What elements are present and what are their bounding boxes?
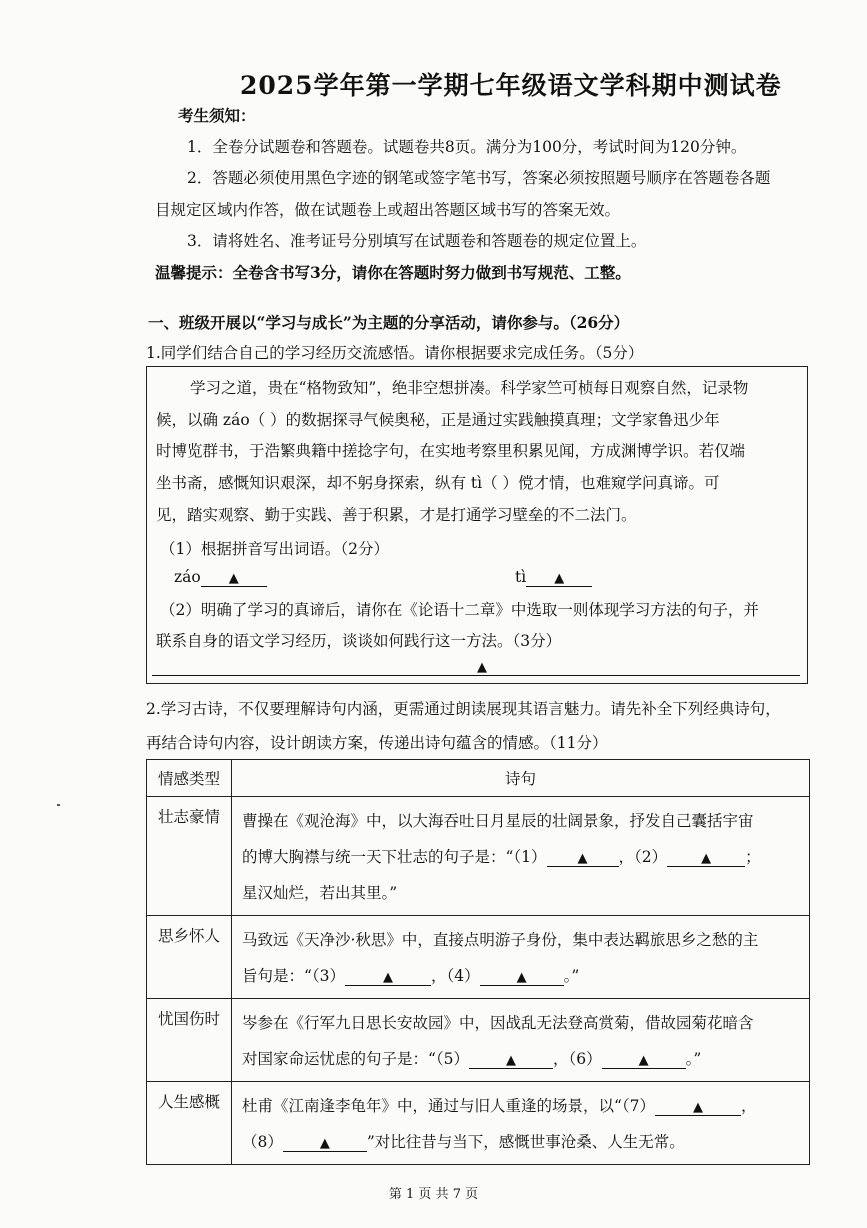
poem-text: 。” — [563, 967, 580, 985]
page-title: 2025学年第一学期七年级语文学科期中测试卷 — [240, 71, 782, 100]
triangle-marker-icon: ▲ — [383, 970, 394, 985]
table-row — [147, 916, 810, 999]
poem-text: 对国家命运忧虑的句子是：“（5） — [242, 1050, 470, 1068]
answer-blank-1[interactable] — [547, 850, 619, 867]
poem-text: 杜甫《江南逢李龟年》中，通过与旧人重逢的场景，以“（7） — [242, 1097, 656, 1115]
triangle-marker-icon: ▲ — [638, 1053, 649, 1068]
answer-blank-3[interactable] — [345, 969, 431, 986]
triangle-marker-icon: ▲ — [693, 1100, 704, 1115]
table-header-row — [147, 760, 810, 797]
poem-text: （8） — [242, 1133, 283, 1151]
pinyin-label-1: záo — [174, 568, 201, 586]
poem-text: ； — [745, 848, 761, 866]
answer-line-long[interactable] — [152, 675, 800, 676]
answer-blank-6[interactable] — [602, 1052, 686, 1069]
answer-blank-2[interactable] — [667, 850, 745, 867]
answer-blank-zao[interactable] — [201, 570, 267, 587]
header-emotion-type: 情感类型 — [147, 760, 232, 797]
emotion-type-cell: 人生感概 — [147, 1082, 232, 1165]
pinyin-answer-1 — [174, 568, 267, 587]
triangle-marker-icon: ▲ — [477, 660, 487, 675]
poem-text: 。” — [685, 1050, 702, 1068]
notice-item-3: 3．请将姓名、准考证号分别填写在试题卷和答题卷的规定位置上。 — [187, 232, 647, 250]
triangle-marker-icon: ▲ — [319, 1136, 330, 1151]
poem-table — [146, 759, 810, 1165]
sub-question-2-cont: 联系自身的语文学习经历，谈谈如何践行这一方法。（3分） — [156, 632, 562, 650]
poem-line: 马致远《天净沙·秋思》中，直接点明游子身份，集中表达羁旅思乡之愁的主 — [242, 931, 759, 949]
answer-blank-4[interactable] — [480, 969, 564, 986]
table-row — [147, 999, 810, 1082]
poem-line — [242, 1088, 799, 1124]
triangle-marker-icon: ▲ — [516, 970, 527, 985]
answer-blank-7[interactable] — [655, 1099, 741, 1116]
poem-text: 旨句是：“（3） — [242, 967, 346, 985]
passage-line-4: 坐书斋，感慨知识艰深，却不躬身探索，纵有 tì（ ）傥才情，也难窥学问真谛。可 — [156, 474, 720, 492]
poem-line — [242, 958, 799, 994]
triangle-marker-icon: ▲ — [554, 571, 565, 586]
poem-cell — [232, 999, 810, 1082]
poem-cell — [232, 797, 810, 916]
header-poem: 诗句 — [232, 760, 810, 797]
question-2-prompt: 2.学习古诗，不仅要理解诗句内涵，更需通过朗读展现其语言魅力。请先补全下列经典诗句， — [146, 700, 781, 718]
passage-line-5: 见，踏实观察、勤于实践、善于积累，才是打通学习壁垒的不二法门。 — [156, 506, 637, 524]
emotion-type-cell: 壮志豪情 — [147, 797, 232, 916]
poem-text: ， — [741, 1097, 757, 1115]
poem-text: ，（4） — [431, 967, 480, 985]
poem-cell — [232, 1082, 810, 1165]
triangle-marker-icon: ▲ — [577, 851, 588, 866]
scan-speck — [57, 804, 60, 806]
poem-cell — [232, 916, 810, 999]
sub-question-1: （1）根据拼音写出词语。（2分） — [160, 540, 389, 558]
answer-blank-ti[interactable] — [526, 570, 592, 587]
pinyin-answer-2 — [515, 568, 592, 587]
page-footer: 第 1 页 共 7 页 — [388, 1187, 479, 1202]
question-2-prompt-cont: 再结合诗句内容，设计朗读方案，传递出诗句蕴含的情感。（11分） — [146, 734, 608, 752]
poem-text: ”对比往昔与当下，感慨世事沧桑、人生无常。 — [366, 1133, 685, 1151]
emotion-type-cell: 思乡怀人 — [147, 916, 232, 999]
triangle-marker-icon: ▲ — [228, 571, 239, 586]
notice-item-2-cont: 目规定区域内作答，做在试题卷上或超出答题区域书写的答案无效。 — [155, 201, 621, 219]
triangle-marker-icon: ▲ — [506, 1053, 517, 1068]
poem-text: ，（6） — [553, 1050, 602, 1068]
poem-line: 曹操在《观沧海》中，以大海吞吐日月星辰的壮阔景象，抒发自己囊括宇宙 — [242, 812, 754, 830]
emotion-type-cell: 忧国伤时 — [147, 999, 232, 1082]
triangle-marker-icon: ▲ — [701, 851, 712, 866]
poem-text: 的博大胸襟与统一天下壮志的句子是：“（1） — [242, 848, 547, 866]
poem-line: 星汉灿烂，若出其里。” — [242, 884, 398, 902]
notice-tip: 温馨提示：全卷含书写3分，请你在答题时努力做到书写规范、工整。 — [155, 263, 631, 282]
poem-text: ，（2） — [618, 848, 668, 866]
poem-line: 岑参在《行军九日思长安故园》中，因战乱无法登高赏菊，借故园菊花暗含 — [242, 1014, 754, 1032]
sub-question-2: （2）明确了学习的真谛后，请你在《论语十二章》中选取一则体现学习方法的句子，并 — [160, 601, 759, 619]
notice-heading: 考生须知： — [178, 106, 256, 125]
passage-line-2: 候，以确 záo（ ）的数据探寻气候奥秘，正是通过实践触摸真理；文学家鲁迅少年 — [156, 411, 720, 429]
poem-line — [242, 1124, 799, 1160]
poem-line — [242, 1041, 799, 1077]
passage-line-3: 时博览群书，于浩繁典籍中搓捻字句，在实地考察里积累见闻，方成渊博学识。若仅端 — [156, 442, 746, 460]
passage-line-1: 学习之道，贵在“格物致知”，绝非空想拼凑。科学家竺可桢每日观察自然，记录物 — [190, 379, 749, 397]
answer-blank-8[interactable] — [283, 1135, 367, 1152]
section-heading: 一、班级开展以“学习与成长”为主题的分享活动，请你参与。（26分） — [148, 313, 630, 332]
question-1-prompt: 1.同学们结合自己的学习经历交流感悟。请你根据要求完成任务。（5分） — [146, 344, 644, 362]
pinyin-label-2: tì — [515, 568, 527, 586]
notice-item-2: 2．答题必须使用黑色字迹的钢笔或签字笔书写，答案必须按照题号顺序在答题卷各题 — [187, 169, 771, 187]
table-row — [147, 1082, 810, 1165]
answer-blank-5[interactable] — [469, 1052, 553, 1069]
poem-line — [242, 839, 799, 875]
table-row — [147, 797, 810, 916]
notice-item-1: 1．全卷分试题卷和答题卷。试题卷共8页。满分为100分，考试时间为120分钟。 — [187, 138, 747, 156]
